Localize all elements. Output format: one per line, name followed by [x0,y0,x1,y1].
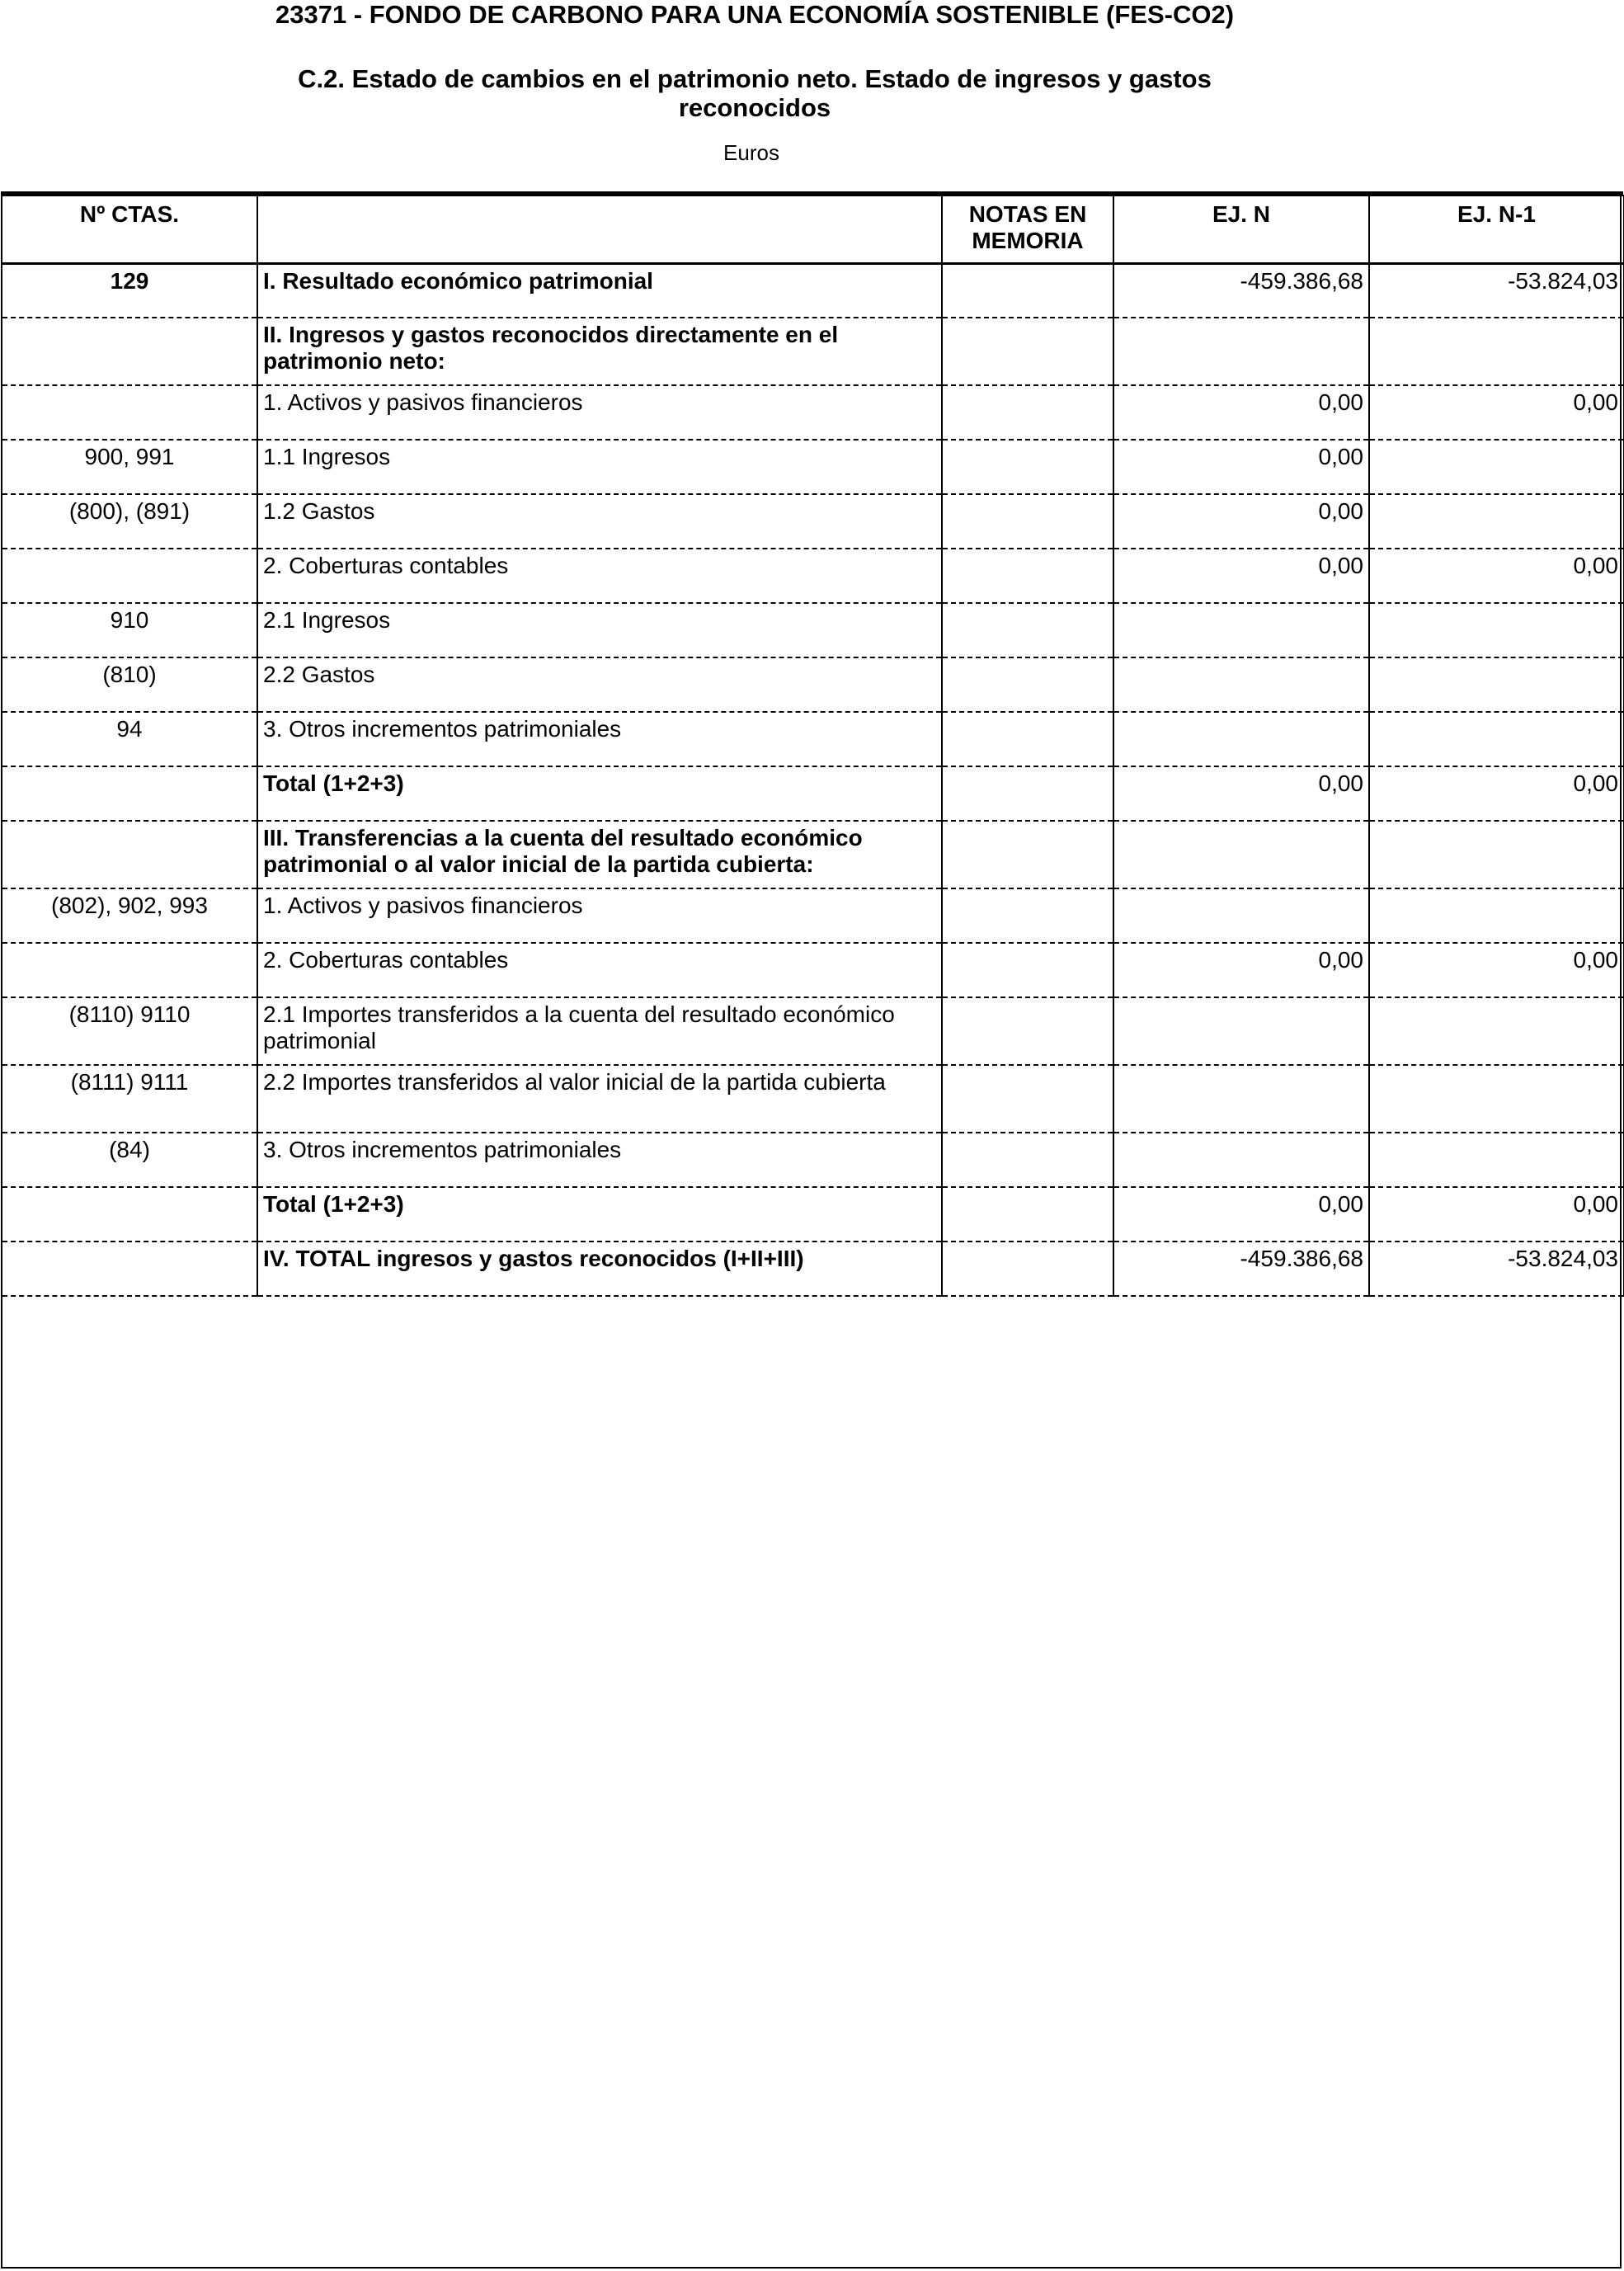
header-accounts: Nº CTAS. [2,196,257,263]
row-accounts: (800), (891) [2,494,257,549]
table-row [2,494,1624,549]
row-notes [942,1065,1113,1133]
row-year-n [1113,1133,1369,1187]
row-notes [942,603,1113,657]
row-concept: 3. Otros incrementos patrimoniales [257,712,942,766]
table-row [2,263,1624,318]
row-concept: 2.2 Importes transferidos al valor inicial de la partida cubierta [257,1065,942,1133]
row-year-n1: 0,00 [1369,766,1624,821]
row-concept: 2.2 Gastos [257,657,942,712]
row-accounts: 900, 991 [2,440,257,494]
row-year-n1: 0,00 [1369,549,1624,603]
row-year-n1 [1369,997,1624,1065]
row-notes [942,766,1113,821]
row-accounts: 94 [2,712,257,766]
row-concept: 2. Coberturas contables [257,549,942,603]
row-year-n1 [1369,888,1624,943]
row-concept: IV. TOTAL ingresos y gastos reconocidos (I+II+III) [257,1242,942,1296]
row-notes [942,1187,1113,1242]
table-row [2,1187,1624,1242]
table-row [2,712,1624,766]
table-row [2,657,1624,712]
row-year-n1 [1369,712,1624,766]
header-concept [257,196,942,263]
table-row [2,1133,1624,1187]
row-accounts [2,549,257,603]
row-year-n: 0,00 [1113,1187,1369,1242]
row-notes [942,712,1113,766]
row-year-n1 [1369,494,1624,549]
header-notes [942,196,1113,263]
row-year-n: 0,00 [1113,549,1369,603]
row-year-n1: 0,00 [1369,385,1624,440]
row-notes [942,1242,1113,1296]
document-title: 23371 - FONDO DE CARBONO PARA UNA ECONOMÍA SOSTENIBLE (FES-CO2) [275,0,1235,29]
row-concept: III. Transferencias a la cuenta del resultado económico patrimonial o al valor inicial de la partida cubierta: [257,821,942,888]
row-year-n1: 0,00 [1369,943,1624,997]
row-notes [942,1133,1113,1187]
row-year-n1 [1369,318,1624,385]
statement-subtitle [0,64,1509,122]
row-accounts: (8110) 9110 [2,997,257,1065]
row-year-n [1113,821,1369,888]
row-notes [942,385,1113,440]
row-concept: Total (1+2+3) [257,1187,942,1242]
row-year-n: 0,00 [1113,385,1369,440]
currency-unit: Euros [723,140,779,165]
row-year-n: 0,00 [1113,943,1369,997]
table-row [2,603,1624,657]
row-year-n: -459.386,68 [1113,1242,1369,1296]
row-year-n [1113,1065,1369,1133]
table-row [2,821,1624,888]
statement-table [1,195,1624,1297]
row-year-n [1113,318,1369,385]
row-concept: Total (1+2+3) [257,766,942,821]
row-accounts [2,385,257,440]
row-accounts: (84) [2,1133,257,1187]
row-year-n [1113,997,1369,1065]
row-notes [942,888,1113,943]
row-accounts: (802), 902, 993 [2,888,257,943]
row-concept: 1.1 Ingresos [257,440,942,494]
header-notes-line-2: MEMORIA [972,228,1084,253]
row-accounts: 129 [2,263,257,318]
table-row [2,1242,1624,1296]
row-year-n1 [1369,603,1624,657]
row-accounts: (8111) 9111 [2,1065,257,1133]
row-notes [942,943,1113,997]
row-year-n1: 0,00 [1369,1187,1624,1242]
table-header-row [2,196,1624,263]
row-notes [942,997,1113,1065]
table-row [2,318,1624,385]
row-notes [942,440,1113,494]
row-accounts [2,943,257,997]
row-year-n: 0,00 [1113,494,1369,549]
table-row [2,1065,1624,1133]
row-accounts [2,821,257,888]
row-accounts [2,1242,257,1296]
subtitle-line-1: C.2. Estado de cambios en el patrimonio neto. Estado de ingresos y gastos [298,64,1212,93]
row-year-n [1113,657,1369,712]
table-row [2,440,1624,494]
row-concept: 1. Activos y pasivos financieros [257,385,942,440]
row-year-n [1113,603,1369,657]
row-year-n1 [1369,657,1624,712]
row-accounts: 910 [2,603,257,657]
row-notes [942,263,1113,318]
row-year-n1: -53.824,03 [1369,1242,1624,1296]
row-year-n: 0,00 [1113,766,1369,821]
row-notes [942,657,1113,712]
row-year-n1: -53.824,03 [1369,263,1624,318]
row-notes [942,549,1113,603]
row-concept: I. Resultado económico patrimonial [257,263,942,318]
row-accounts [2,766,257,821]
row-concept: 1. Activos y pasivos financieros [257,888,942,943]
row-year-n1 [1369,440,1624,494]
row-notes [942,318,1113,385]
row-accounts: (810) [2,657,257,712]
table-row [2,385,1624,440]
row-year-n1 [1369,1133,1624,1187]
row-year-n [1113,888,1369,943]
header-year-n1: EJ. N-1 [1369,196,1624,263]
row-concept: 2.1 Importes transferidos a la cuenta del resultado económico patrimonial [257,997,942,1065]
row-concept: II. Ingresos y gastos reconocidos directamente en el patrimonio neto: [257,318,942,385]
table-row [2,766,1624,821]
table-row [2,943,1624,997]
row-year-n: 0,00 [1113,440,1369,494]
row-notes [942,494,1113,549]
table-row [2,888,1624,943]
row-accounts [2,318,257,385]
row-year-n: -459.386,68 [1113,263,1369,318]
table-row [2,997,1624,1065]
subtitle-line-2: reconocidos [678,93,831,122]
row-notes [942,821,1113,888]
row-concept: 2.1 Ingresos [257,603,942,657]
row-concept: 1.2 Gastos [257,494,942,549]
row-concept: 3. Otros incrementos patrimoniales [257,1133,942,1187]
table-row [2,549,1624,603]
row-accounts [2,1187,257,1242]
row-year-n1 [1369,1065,1624,1133]
row-year-n [1113,712,1369,766]
row-year-n1 [1369,821,1624,888]
header-year-n: EJ. N [1113,196,1369,263]
row-concept: 2. Coberturas contables [257,943,942,997]
header-notes-line-1: NOTAS EN [968,201,1087,227]
